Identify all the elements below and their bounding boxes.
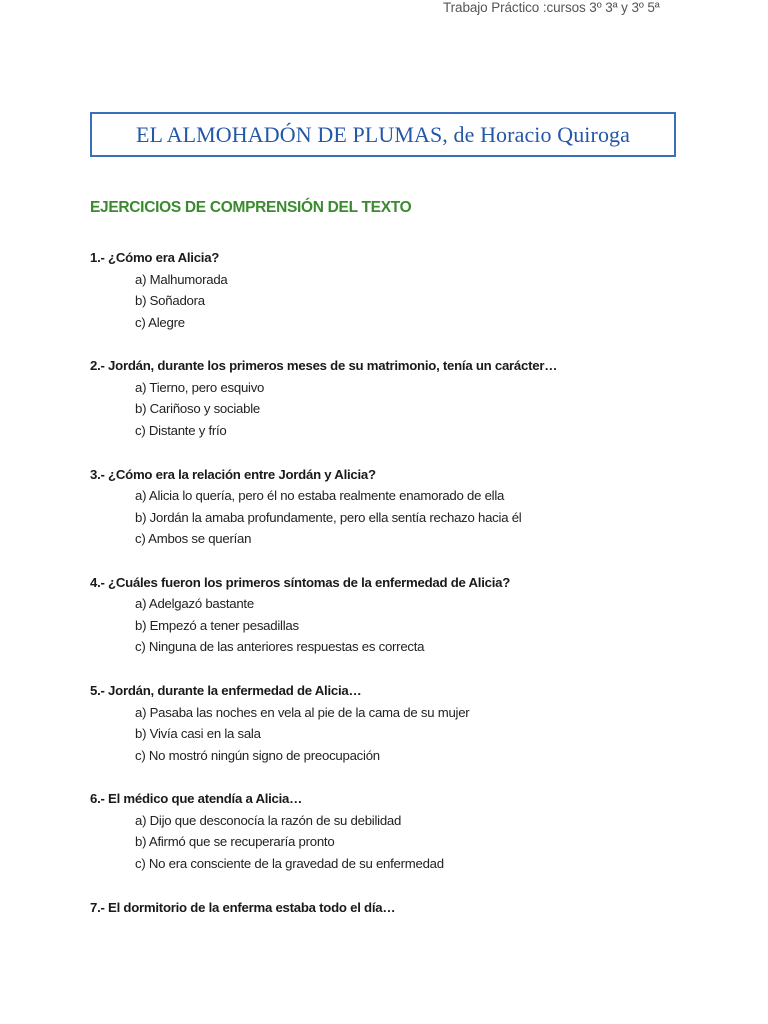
header-note: Trabajo Prácti​co :cursos 3º 3ª y 3º 5ª — [443, 0, 660, 15]
option-c: c) Ninguna de las anteriores respuestas es correcta — [135, 639, 425, 655]
option-list — [90, 593, 710, 658]
option-b: b) Soñadora — [135, 293, 205, 308]
option-c: c) No mostró ningún signo de preocupación — [135, 747, 380, 763]
question-text: 7.- El dormitorio de la enferma estaba todo el día… — [90, 899, 396, 915]
option-list — [90, 269, 710, 334]
option-list — [90, 485, 710, 550]
question-text: 3.- ¿Cómo era la relación entre Jordán y Alicia? — [90, 466, 376, 482]
option-b: b) Cariñoso y sociable — [135, 401, 260, 417]
question-3 — [90, 464, 710, 550]
option-c: c) Distante y frío — [135, 422, 227, 438]
option-a: a) Pasaba las noches en vela al pie de la cama de su mujer — [135, 704, 470, 720]
section-heading: EJERCICIOS DE COMPRENSIÓN DEL TEXTO — [90, 199, 412, 216]
option-list — [90, 377, 710, 442]
question-7 — [90, 897, 710, 919]
option-a: a) Tierno, pero esquivo — [135, 379, 265, 395]
question-6 — [90, 788, 710, 874]
question-text: 2.- Jordán, durante los primeros meses de su matrimonio, tenía un carácter… — [90, 358, 558, 374]
option-c: c) No era consciente de la gravedad de su enfermedad — [135, 855, 444, 871]
option-b: b) Jordán la amaba profundamente, pero ella sentía rechazo hacia él — [135, 509, 522, 525]
option-c: c) Alegre — [135, 314, 185, 330]
document-title: EL ALMOHADÓN DE PLUMAS, de Horacio Quiroga — [135, 121, 631, 147]
question-text: 6.- El médico que atendía a Alicia… — [90, 791, 303, 807]
option-a: a) Adelgazó bastante — [135, 596, 254, 612]
question-2 — [90, 355, 710, 441]
option-b: b) Vivía casi en la sala — [135, 726, 261, 742]
question-list — [90, 247, 710, 941]
question-text: 5.- Jordán, durante la enfermedad de Alicia… — [90, 683, 362, 699]
question-1 — [90, 247, 710, 333]
option-a: a) Dijo que desconocía la razón de su debilidad — [135, 812, 402, 828]
option-list — [90, 810, 710, 875]
option-b: b) Afirmó que se recuperaría pronto — [135, 834, 335, 850]
option-a: a) Malhumorada — [135, 271, 228, 287]
option-list — [90, 702, 710, 767]
option-b: b) Empezó a tener pesadillas — [135, 617, 299, 633]
question-4 — [90, 572, 710, 658]
title-box — [90, 112, 676, 157]
option-c: c) Ambos se querían — [135, 531, 252, 547]
question-text: 1.- ¿Cómo era Alicia? — [90, 250, 220, 265]
question-text: 4.- ¿Cuáles fueron los primeros síntomas de la enfermedad de Alicia? — [90, 574, 511, 590]
question-5 — [90, 680, 710, 766]
option-a: a) Alicia lo quería, pero él no estaba realmente enamorado de ella — [135, 488, 505, 504]
